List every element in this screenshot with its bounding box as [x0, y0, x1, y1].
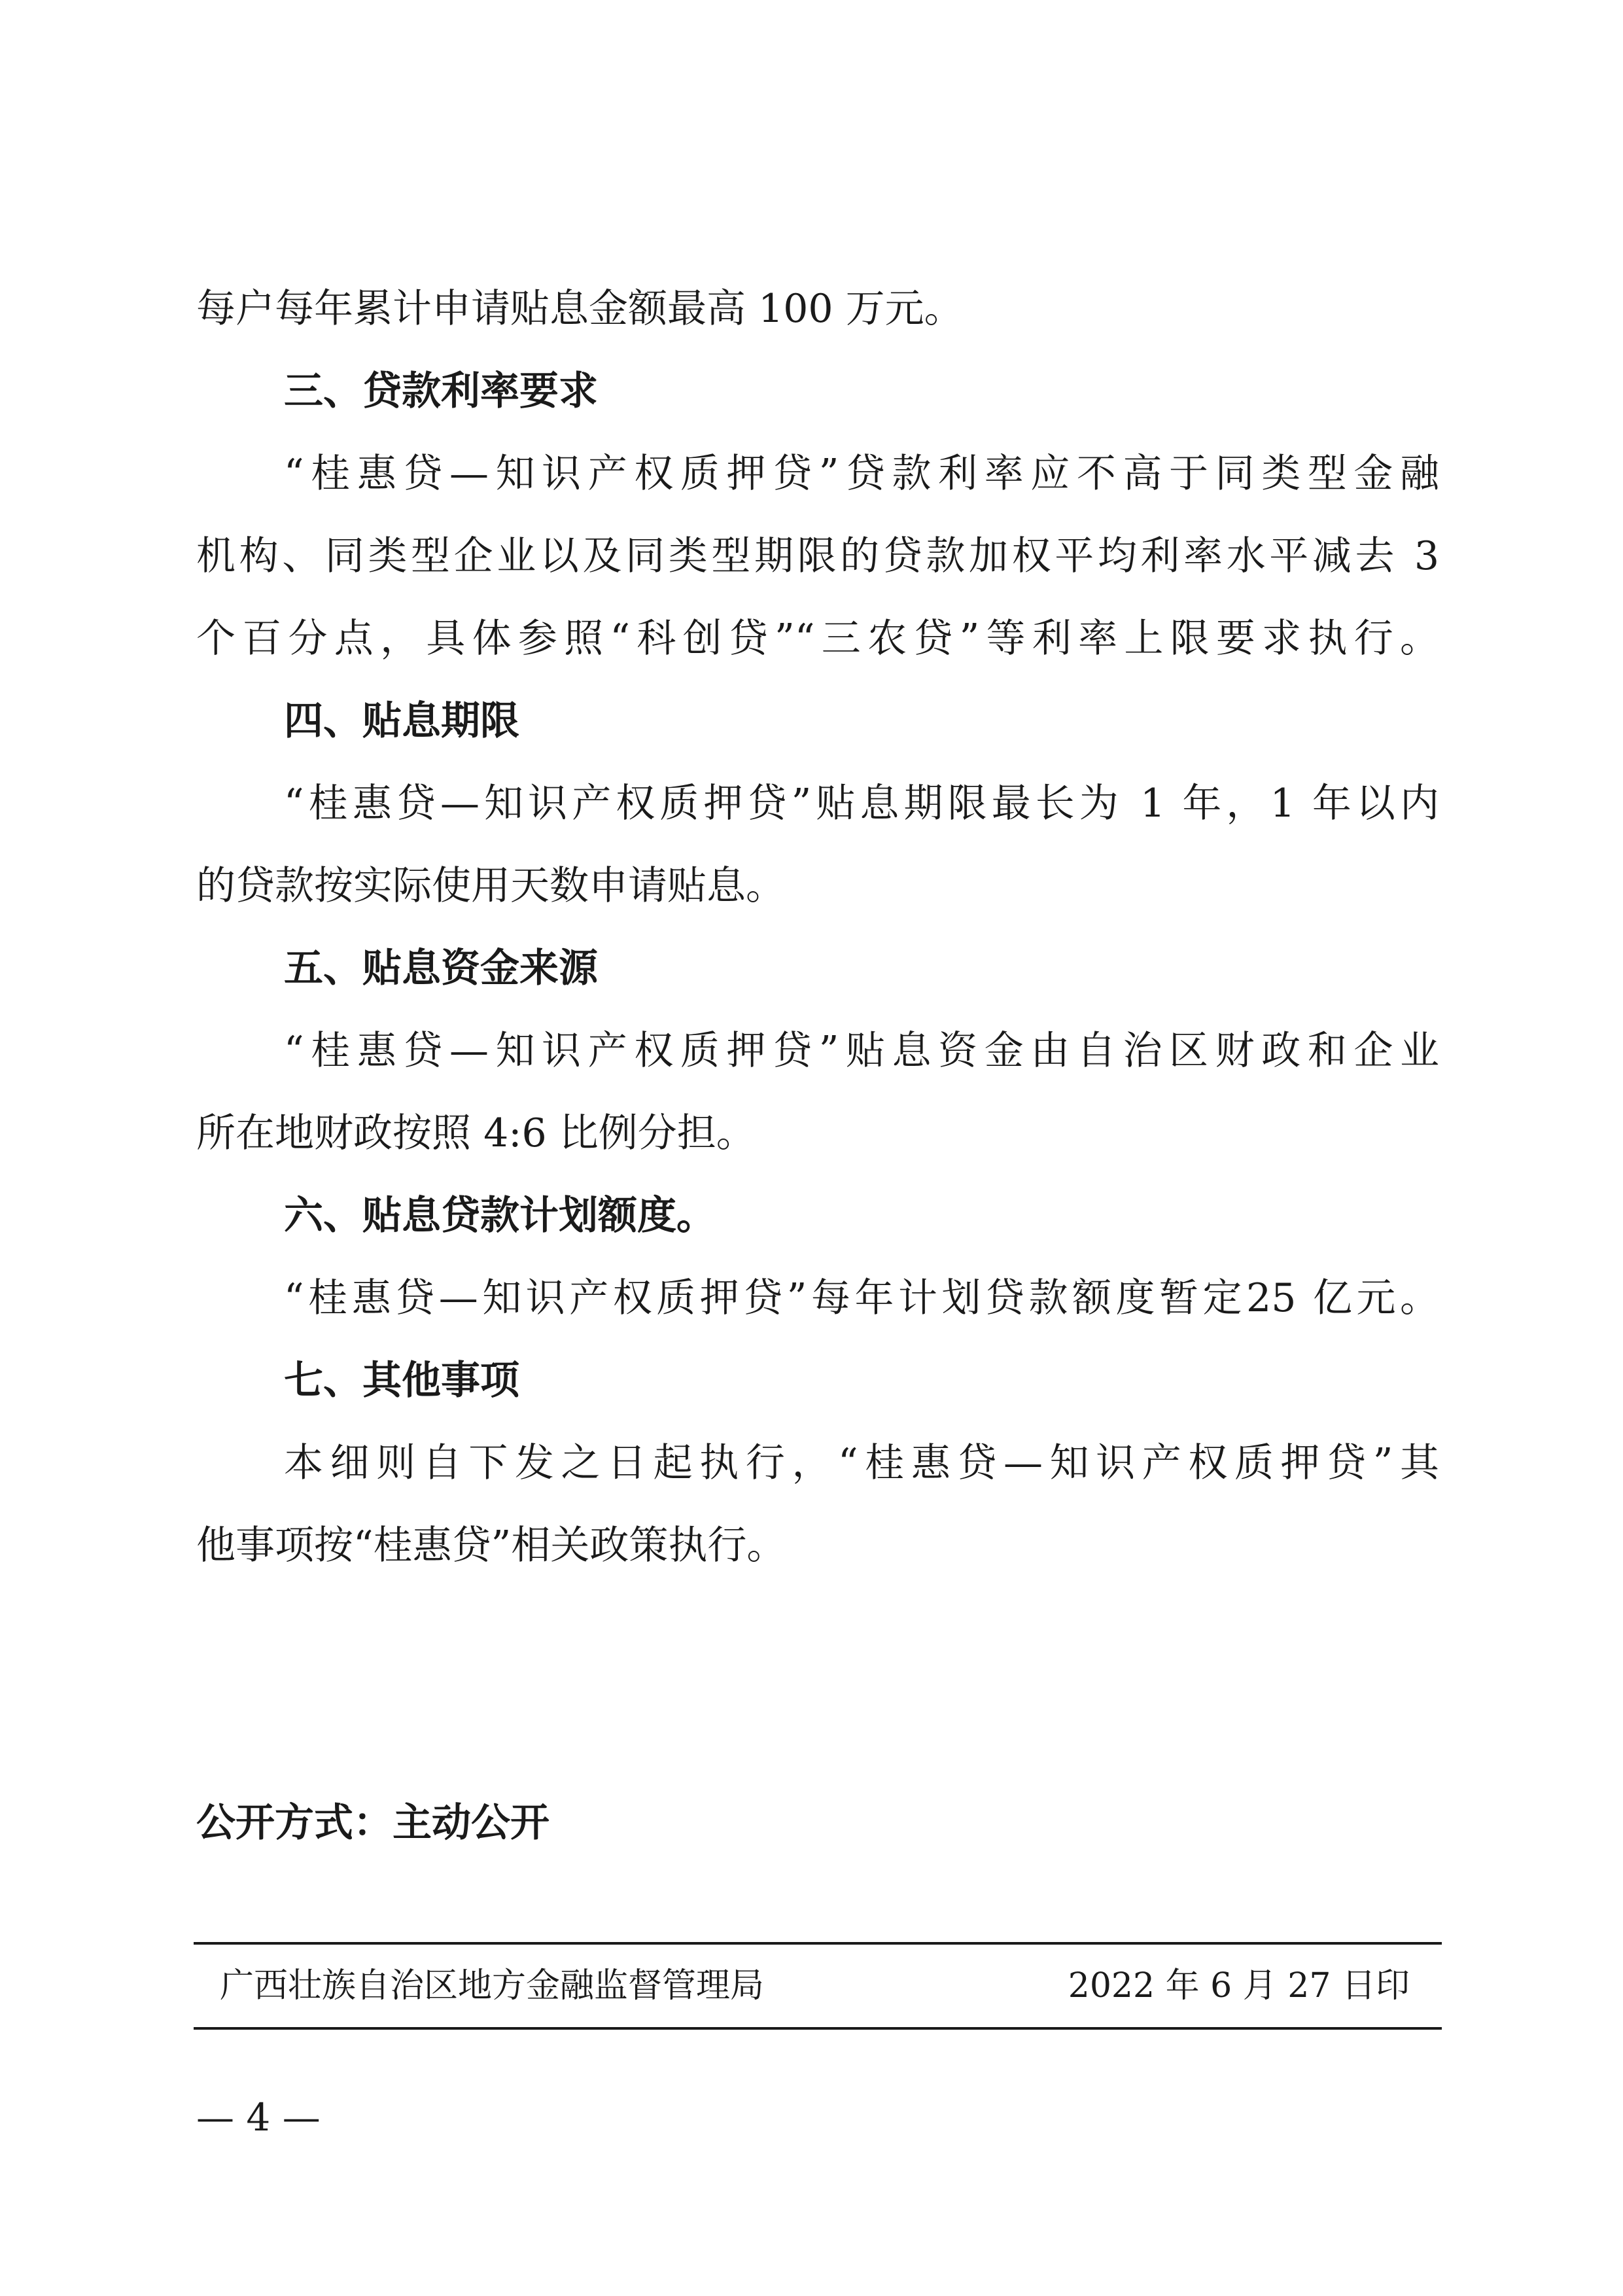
section-7-line-2: 他事项按“桂惠贷”相关政策执行。 — [196, 1523, 786, 1568]
section-5-line-2: 所在地财政按照 4:6 比例分担。 — [196, 1110, 756, 1156]
section-3-line-2: 机构、同类型企业以及同类型期限的贷款加权平均利率水平减去 3 — [196, 533, 1439, 579]
page-number: — 4 — — [196, 2095, 321, 2140]
print-date: 2022 年 6 月 27 日印 — [1068, 1966, 1410, 2005]
section-6-line-1: “桂惠贷—知识产权质押贷”每年计划贷款额度暂定25 亿元。 — [284, 1275, 1439, 1321]
section-3-heading: 三、贷款利率要求 — [284, 368, 598, 414]
section-5-line-1: “桂惠贷—知识产权质押贷”贴息资金由自治区财政和企业 — [284, 1028, 1439, 1074]
footer-top-rule — [194, 1942, 1442, 1945]
section-7-line-1: 本细则自下发之日起执行，“桂惠贷—知识产权质押贷”其 — [284, 1440, 1439, 1486]
disclosure-method: 公开方式：主动公开 — [196, 1800, 550, 1846]
footer-bottom-rule — [194, 2027, 1442, 2030]
section-3-line-3: 个百分点，具体参照“科创贷”“三农贷”等利率上限要求执行。 — [196, 616, 1439, 662]
continuation-line: 每户每年累计申请贴息金额最高 100 万元。 — [196, 286, 964, 332]
section-6-heading: 六、贴息贷款计划额度。 — [284, 1193, 716, 1239]
section-4-line-1: “桂惠贷—知识产权质押贷”贴息期限最长为 1 年，1 年以内 — [284, 781, 1439, 826]
section-3-line-1: “桂惠贷—知识产权质押贷”贷款利率应不高于同类型金融 — [284, 451, 1439, 497]
section-4-heading: 四、贴息期限 — [284, 698, 519, 744]
section-4-line-2: 的贷款按实际使用天数申请贴息。 — [196, 863, 785, 909]
section-5-heading: 五、贴息资金来源 — [284, 945, 598, 991]
issuer-name: 广西壮族自治区地方金融监督管理局 — [220, 1966, 765, 2005]
section-7-heading: 七、其他事项 — [284, 1358, 519, 1404]
